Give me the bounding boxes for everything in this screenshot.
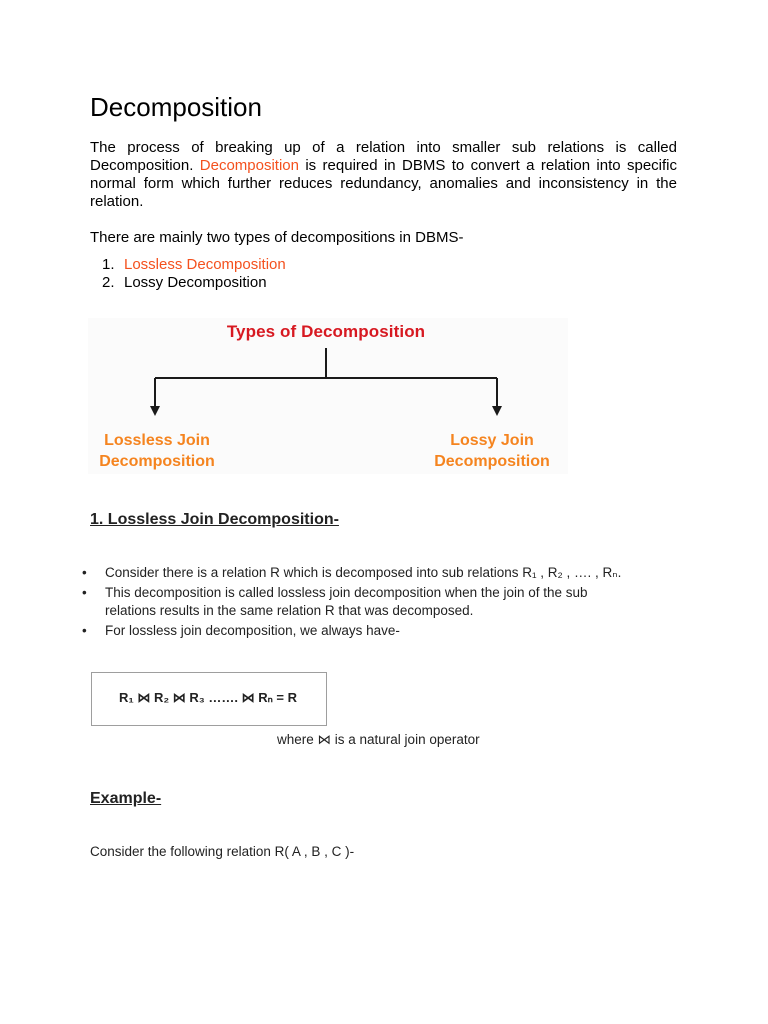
- arrow-down-icon: [150, 406, 160, 416]
- diagram-lossless-label: [82, 430, 232, 472]
- page-title: Decomposition: [90, 92, 262, 122]
- intro-text-1: The process of breaking up of a relation into smaller sub relations is called Decomposition.: [90, 139, 677, 174]
- types-diagram: [88, 318, 568, 474]
- list-number: 1.: [102, 256, 115, 273]
- diagram-title: Types of Decomposition: [226, 322, 426, 341]
- diagram-lossy-label: [417, 430, 567, 472]
- bullet-icon: •: [82, 565, 87, 580]
- lossless-formula: R₁ ⋈ R₂ ⋈ R₃ ……. ⋈ Rₙ = R: [119, 690, 297, 705]
- intro-paragraph: [90, 139, 677, 211]
- list-item: [80, 584, 640, 620]
- bullet-icon: •: [82, 585, 87, 600]
- decomposition-link[interactable]: Decomposition: [199, 157, 299, 174]
- list-item: [90, 256, 286, 274]
- bullet-text: For lossless join decomposition, we always have-: [105, 623, 400, 638]
- lossless-bullet-list: [80, 564, 640, 642]
- arrow-down-icon: [492, 406, 502, 416]
- formula-caption: where ⋈ is a natural join operator: [277, 732, 480, 747]
- diagram-lossy-line2: Decomposition: [434, 453, 550, 470]
- bullet-icon: •: [82, 623, 87, 638]
- lossless-decomposition-link[interactable]: Lossless Decomposition: [124, 256, 286, 273]
- diagram-lossless-line1: Lossless Join: [104, 432, 210, 449]
- lossless-section-heading: 1. Lossless Join Decomposition-: [90, 511, 339, 528]
- bullet-text: Consider there is a relation R which is decomposed into sub relations R₁ , R₂ , …. , Rₙ.: [105, 565, 622, 580]
- intro-text-2: is required in DBMS to convert a relation into specific normal form which further reduces redundancy, anomalies and inconsistency in the relation.: [90, 157, 677, 210]
- types-list: [90, 256, 286, 292]
- example-text: Consider the following relation R( A , B , C )-: [90, 844, 355, 859]
- list-item: [90, 274, 286, 292]
- diagram-lossless-line2: Decomposition: [99, 453, 215, 470]
- list-item: [80, 622, 640, 640]
- example-heading: Example-: [90, 790, 162, 807]
- types-intro: There are mainly two types of decompositions in DBMS-: [90, 229, 464, 246]
- bullet-text: This decomposition is called lossless join decomposition when the join of the sub relations results in the same relation R that was decomposed.: [105, 585, 588, 618]
- list-item: [80, 564, 640, 582]
- list-number: 2.: [102, 274, 115, 291]
- lossy-decomposition-label: Lossy Decomposition: [124, 274, 267, 291]
- diagram-lossy-line1: Lossy Join: [450, 432, 534, 449]
- formula-box: [91, 672, 327, 726]
